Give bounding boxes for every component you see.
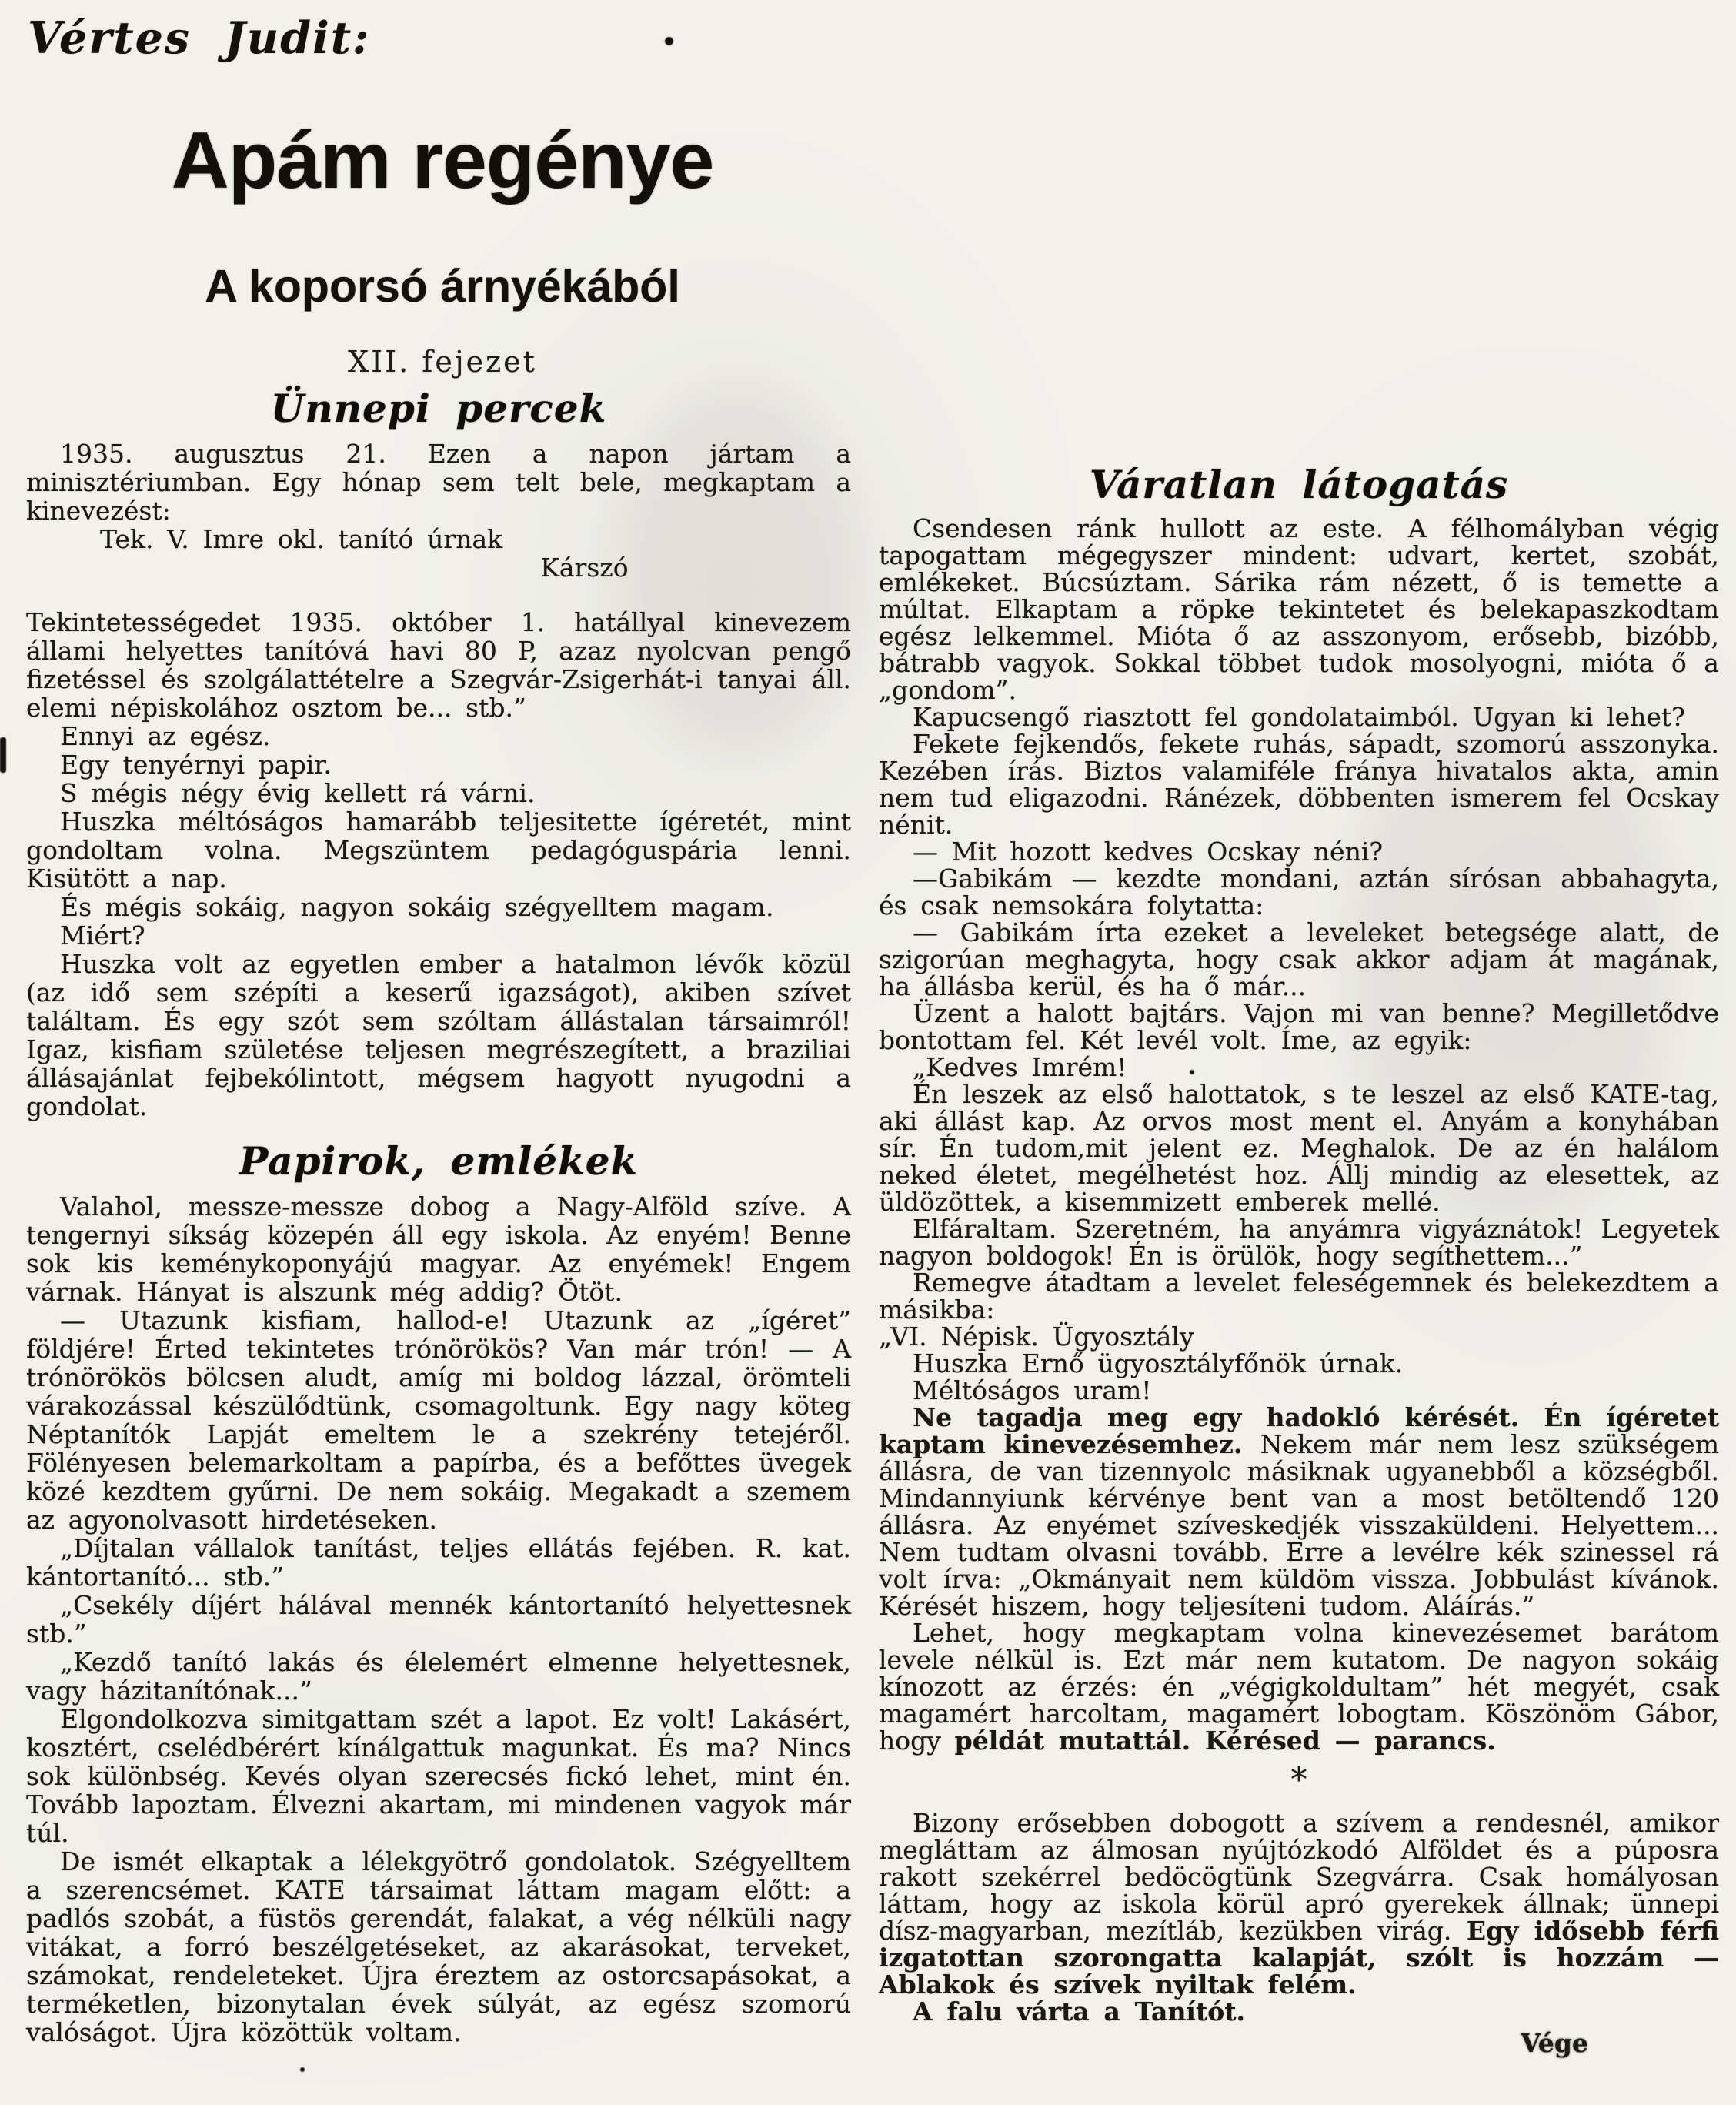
ink-speck: [0, 737, 6, 773]
bold-text-run: példát mutattál. Kérésed — parancs.: [954, 1726, 1496, 1756]
paragraph: 1935. augusztus 21. Ezen a napon jártam a minisztériumban. Egy hónap sem telt bele, megkaptam a kinevezést:: [26, 439, 851, 526]
paragraph: „Kedves Imrém!: [913, 1052, 1127, 1082]
left-column: [26, 386, 851, 2047]
section-heading: Ünnepi percek: [270, 386, 607, 431]
paragraph: Csendesen ránk hullott az este. A félhomályban végig tapogattam mégegyszer mindent: udvart, kertet, szobát, emlékeket. Búcsúztam. Sárika rám nézett, ő is temette a múltat. Elkaptam a röpke tekintetet és belekapaszkodtam egész lelkemmel. Mióta ő az asszonyom, erősebb, bizóbb, bátrabb vagyok. Sokkal többet tudok mosolyogni, mióta ő a „gondom”.: [879, 513, 1719, 705]
paragraph: Tek. V. Imre okl. tanító úrnak: [100, 524, 503, 554]
paragraph: —Gabikám — kezdte mondani, aztán sírósan abbahagyta, és csak nemsokára folytatta:: [879, 864, 1719, 921]
bold-text-run: Egy idősebb férfi izgatottan szorongatta kalapját, szólt is hozzám — Ablakok és szívek nyiltak felém.: [879, 1916, 1719, 2000]
paragraph: S mégis négy évig kellett rá várni.: [60, 778, 536, 808]
ink-speck: [1190, 1070, 1194, 1074]
article-subtitle: A koporsó árnyékából: [205, 261, 680, 312]
text-run: Nekem már nem lesz szükségem állásra, de van tizennyolc másiknak ugyanebből a községből. Mindannyiunk kérvénye bent van a most betöltendő 120 állásra. Az enyémet szíveskedjék visszaküldeni. Helyettem... Nem tudtam olvasni tovább. Erre a levélre kék szinessel rá volt írva: „Okmányait nem küldöm vissza. Jobbulást kívánok. Kérését hiszem, hogy teljesíteni tudom. Aláírás.”: [879, 1429, 1719, 1621]
paragraph: Kapucsengő riasztott fel gondolataimból. Ugyan ki lehet?: [913, 702, 1685, 732]
paragraph: [879, 1809, 1719, 1998]
ink-speck: [665, 37, 673, 45]
paragraph: Ennyi az egész.: [60, 721, 271, 751]
paragraph: Kárszó: [540, 553, 629, 583]
paragraph: „VI. Népisk. Ügyosztály: [879, 1321, 1194, 1352]
paragraph: Elgondolkozva simitgattam szét a lapot. Ez volt! Lakásért, kosztért, cselédbérért kínálgattuk magunkat. És ma? Nincs sok különbség. Kevés olyan szerecsés fickó lehet, mint én. Tovább lapoztam. Élvezni akartam, mi mindenen vagyok már túl.: [26, 1704, 851, 1848]
paragraph: Üzent a halott bajtárs. Vajon mi van benne? Megilletődve bontottam fel. Két levél volt. Íme, az egyik:: [879, 998, 1719, 1055]
paragraph: [879, 1619, 1719, 1754]
section-heading: Váratlan látogatás: [1089, 462, 1509, 507]
paragraph: [879, 1998, 1719, 2025]
paragraph: Miért?: [60, 921, 145, 951]
text-run: Bizony erősebben dobogott a szívem a rendesnél, amikor megláttam az álmosan nyújtózkodó Alföldet és a púposra rakott szekérrel bedöcögtünk Szegvárra. Csak homályosan láttam, hogy az iskola körül apró gyerekek állnak; ünnepi dísz-magyarban, mezítláb, kezükben virág.: [879, 1808, 1719, 1946]
paragraph: Tekintetességedet 1935. október 1. hatállyal kinevezem állami helyettes tanítóvá havi 80 P, azaz nyolcvan pengő fizetéssel és szolgálattételre a Szegvár-Zsigerhát-i tanyai áll. elemi népiskolához osztom be... stb.”: [26, 607, 851, 723]
section-separator: *: [1290, 1760, 1307, 1799]
paragraph: Huszka méltóságos hamarább teljesitette ígéretét, mint gondoltam volna. Megszüntem pedagóguspária lenni. Kisütött a nap.: [26, 807, 851, 894]
end-mark: Vége: [1521, 2028, 1588, 2058]
bold-text-run: Ne tagadja meg egy hadokló kérését. Én ígéretet kaptam kinevezésemhez.: [879, 1402, 1719, 1459]
paragraph: Méltóságos uram!: [913, 1375, 1152, 1405]
paragraph: Valahol, messze-messze dobog a Nagy-Alföld szíve. A tengernyi síkság közepén áll egy iskola. Az enyém! Benne sok kis keménykoponyájú magyar. Az enyémek! Engem várnak. Hányat is alszunk még addig? Ötöt.: [26, 1191, 851, 1307]
paragraph: Egy tenyérnyi papir.: [60, 750, 332, 780]
paragraph: „Díjtalan vállalok tanítást, teljes ellátás fejében. R. kat. kántortanító... stb.”: [26, 1533, 851, 1592]
paragraph: És mégis sokáig, nagyon sokáig szégyelltem magam.: [60, 892, 774, 922]
paragraph: — Mit hozott kedves Ocskay néni?: [913, 837, 1384, 867]
paragraph: „Kezdő tanító lakás és élelemért elmenne helyettesnek, vagy házitanítónak...”: [26, 1647, 851, 1706]
chapter-label: XII. fejezet: [348, 345, 537, 379]
paragraph: Huszka volt az egyetlen ember a hatalmon lévők közül (az idő sem szépíti a keserű igazságot), akiben szívet találtam. És egy szót sem szóltam állástalan társaimról! Igaz, kisfiam születése teljesen megrészegített, a braziliai állásajánlat fejbekólintott, mégsem hagyott nyugodni a gondolat.: [26, 949, 851, 1121]
paragraph: De ismét elkaptak a lélekgyötrő gondolatok. Szégyelltem a szerencsémet. KATE társaimat láttam magam előtt: a padlós szobát, a füstös gerendát, falakat, a vég nélküli nagy vitákat, a forró beszélgetéseket, az akarásokat, terveket, számokat, rendeleteket. Újra éreztem az ostorcsapásokat, a terméketlen, bizonytalan évek súlyát, az egész szomorú valóságot. Újra közöttük voltam.: [26, 1846, 851, 2047]
paragraph: — Gabikám írta ezeket a leveleket betegsége alatt, de szigorúan meghagyta, hogy csak akkor adjam át magának, ha állásba kerül, és ha ő már...: [879, 917, 1719, 1001]
article-title: Apám regénye: [171, 116, 714, 205]
author-byline: Vértes Judit:: [28, 12, 371, 64]
paragraph: Huszka Ernő ügyosztályfőnök úrnak.: [913, 1348, 1404, 1378]
text-run: Lehet, hogy megkaptam volna kinevezésemet barátom levele nélkül is. Ezt már nem kutatom. De nagyon sokáig kínozott az érzés: én „végigkoldultam” hét megyét, csak magamért harcoltam, magamért lobogtam. Köszönöm Gábor, hogy: [879, 1618, 1719, 1756]
paragraph: Elfáraltam. Szeretném, ha anyámra vigyáznátok! Legyetek nagyon boldogok! Én is örülök, hogy segíthettem...”: [879, 1214, 1719, 1271]
paragraph: Remegve átadtam a levelet feleségemnek és belekezdtem a másikba:: [879, 1268, 1719, 1325]
paragraph: Fekete fejkendős, fekete ruhás, sápadt, szomorú asszonyka. Kezében írás. Biztos valamiféle fránya hivatalos akta, amin nem tud eligazodni. Ránézek, döbbenten ismerem fel Ocskay nénit.: [879, 729, 1719, 840]
bold-text-run: A falu várta a Tanítót.: [913, 1996, 1245, 2026]
paragraph: [879, 1404, 1719, 1619]
ink-speck: [300, 2067, 305, 2072]
section-heading: Papirok, emlékek: [239, 1138, 639, 1184]
paragraph: — Utazunk kisfiam, hallod-e! Utazunk az „ígéret” földjére! Érted tekintetes trónörökös? Van már trón! — A trónörökös bölcsen aludt, amíg mi boldog lázzal, örömteli várakozással készülődtünk, csomagoltunk. Egy nagy köteg Néptanítók Lapját emeltem le a szekrény tetejéről. Fölényesen belemarkoltam a papírba, és a befőttes üvegek közé kezdtem gyűrni. De nem sokáig. Megakadt a szemem az agyonolvasott hirdetéseken.: [26, 1305, 851, 1535]
paragraph: Én leszek az első halottatok, s te leszel az első KATE-tag, aki állást kap. Az orvos most ment el. Anyám a konyhában sír. Én tudom,mit jelent ez. Meghalok. De az én halálom neked életet, megélhetést hoz. Állj mindig az elesettek, az üldözöttek, a kisemmizett emberek mellé.: [879, 1079, 1719, 1217]
right-column: [879, 462, 1719, 2058]
paragraph: „Csekély díjért hálával mennék kántortanító helyettesnek stb.”: [26, 1590, 851, 1649]
